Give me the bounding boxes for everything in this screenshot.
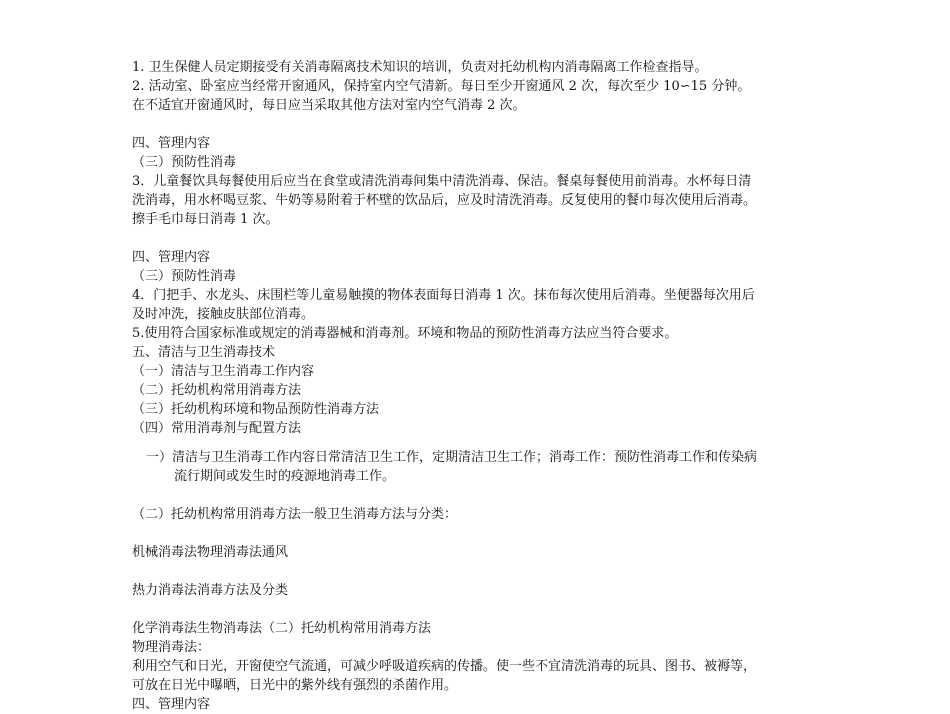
method-line-4: 物理消毒法： [132,640,211,655]
heading-management-1: 四、管理内容 [132,136,211,151]
quote-2: （二）托幼机构常用消毒方法一般卫生消毒方法与分类： [132,507,458,522]
paragraph-2-line-1: 2. 活动室、卧室应当经常开窗通风，保持室内空气清新。每日至少开窗通风 2 次，每次至少 10∽15 分钟。 [132,79,751,94]
paragraph-1: 1. 卫生保健人员定期接受有关消毒隔离技术知识的培训，负责对托幼机构内消毒隔离工作检查指导。 [132,60,708,75]
heading-management-3: 四、管理内容 [132,697,211,712]
document-body [132,58,822,714]
method-line-6: 可放在日光中曝晒，日光中的紫外线有强烈的杀菌作用。 [132,678,458,693]
subheading-preventive-2: （三）预防性消毒 [132,269,237,284]
quote-1-line-2: 流行期间或发生时的疫源地消毒工作。 [174,469,396,484]
section-item-2: （二）托幼机构常用消毒方法 [132,383,302,398]
paragraph-4-line-1: 4．门把手、水龙头、床围栏等儿童易触摸的物体表面每日消毒 1 次。抹布每次使用后消毒。坐便器每次用后 [132,288,755,303]
paragraph-5: 5.使用符合国家标准或规定的消毒器械和消毒剂。环境和物品的预防性消毒方法应当符合要求。 [132,326,678,341]
paragraph-3-line-2: 洗消毒，用水杯喝豆浆、牛奶等易附着于杯壁的饮品后，应及时清洗消毒。反复使用的餐巾每次使用后消毒。 [132,193,757,208]
paragraph-4-line-2: 及时冲洗，接触皮肤部位消毒。 [132,307,315,322]
method-line-5: 利用空气和日光，开窗使空气流通，可减少呼吸道疾病的传播。使一些不宜清洗消毒的玩具、图书、被褥等， [132,659,757,674]
section-item-4: （四）常用消毒剂与配置方法 [132,421,302,436]
subheading-preventive-1: （三）预防性消毒 [132,155,237,170]
method-line-2: 热力消毒法消毒方法及分类 [132,583,289,598]
method-line-3: 化学消毒法生物消毒法（二）托幼机构常用消毒方法 [132,621,432,636]
paragraph-3-line-1: 3．儿童餐饮具每餐使用后应当在食堂或清洗消毒间集中清洗消毒、保洁。餐桌每餐使用前消毒。水杯每日清 [132,174,752,189]
paragraph-3-line-3: 擦手毛巾每日消毒 1 次。 [132,212,279,227]
heading-cleaning: 五、清洁与卫生消毒技术 [132,345,276,360]
section-item-1: （一）清洁与卫生消毒工作内容 [132,364,315,379]
method-line-1: 机械消毒法物理消毒法通风 [132,545,289,560]
heading-management-2: 四、管理内容 [132,250,211,265]
paragraph-2-line-2: 在不适宜开窗通风时，每日应当采取其他方法对室内空气消毒 2 次。 [132,98,526,113]
section-item-3: （三）托幼机构环境和物品预防性消毒方法 [132,402,380,417]
quote-1-line-1: 一）清洁与卫生消毒工作内容日常清洁卫生工作，定期清洁卫生工作；消毒工作：预防性消毒工作和传染病 [146,450,758,465]
